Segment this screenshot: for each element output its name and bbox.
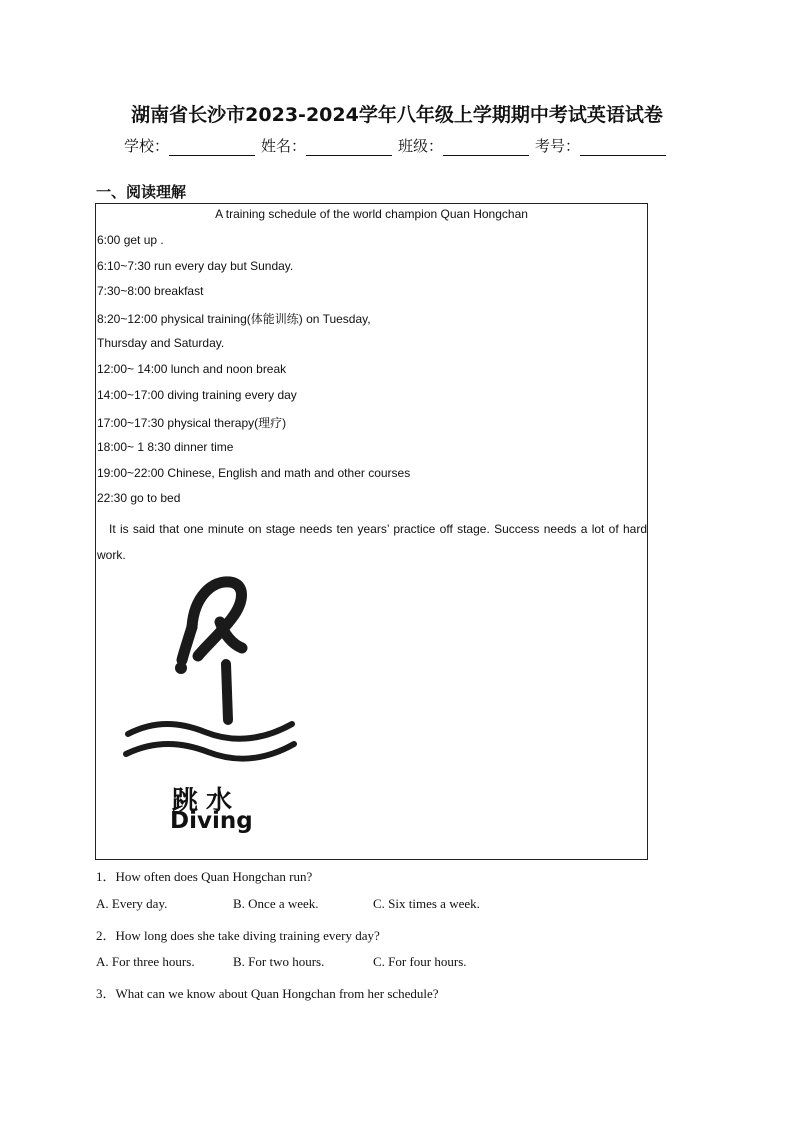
- question-3: 3．What can we know about Quan Hongchan from her schedule?: [96, 986, 439, 1001]
- schedule-line: 12:00~ 14:00 lunch and noon break: [97, 362, 287, 376]
- school-field: [124, 135, 257, 156]
- option-a[interactable]: A. For three hours.: [96, 954, 195, 969]
- diver-hand-icon: [175, 662, 187, 674]
- section-title: 一、阅读理解: [96, 183, 187, 201]
- exam-title: 湖南省长沙市2023-2024学年八年级上学期期中考试英语试卷: [131, 104, 663, 126]
- class-field: [398, 135, 531, 156]
- question-2-options: [96, 954, 467, 970]
- schedule-line: Thursday and Saturday.: [97, 336, 225, 350]
- class-label: 班级：: [398, 137, 444, 155]
- name-label: 姓名：: [261, 137, 307, 155]
- schedule-line: 6:10~7:30 run every day but Sunday.: [97, 259, 294, 273]
- class-blank: [443, 141, 529, 156]
- schedule-line: 19:00~22:00 Chinese, English and math and other courses: [97, 466, 411, 480]
- school-blank: [169, 141, 255, 156]
- passage-paragraph: It is said that one minute on stage needs ten years’ practice off stage. Success needs a lot of hard work.: [97, 522, 647, 562]
- schedule-line: 14:00~17:00 diving training every day: [97, 388, 297, 402]
- question-2: 2．How long does she take diving training every day?: [96, 928, 380, 943]
- exam-number-blank: [580, 141, 666, 156]
- schedule-line: 17:00~17:30 physical therapy(理疗): [97, 416, 287, 430]
- diver-pictogram-icon: [120, 572, 300, 782]
- exam-number-label: 考号：: [535, 137, 581, 155]
- school-label: 学校：: [124, 137, 170, 155]
- schedule-line: 22:30 go to bed: [97, 491, 181, 505]
- option-b[interactable]: B. Once a week.: [233, 896, 319, 911]
- logo-english-text: Diving: [170, 808, 253, 834]
- option-b[interactable]: B. For two hours.: [233, 954, 325, 969]
- exam-number-field: [535, 135, 668, 156]
- schedule-line: 7:30~8:00 breakfast: [97, 284, 204, 298]
- question-1-options: [96, 896, 480, 912]
- option-c[interactable]: C. For four hours.: [373, 954, 467, 969]
- passage-caption: A training schedule of the world champion Quan Hongchan: [215, 207, 528, 221]
- schedule-line: 8:20~12:00 physical training(体能训练) on Tuesday,: [97, 312, 371, 326]
- option-c[interactable]: C. Six times a week.: [373, 896, 480, 911]
- student-info: [124, 135, 672, 156]
- schedule-line: 6:00 get up .: [97, 233, 164, 247]
- schedule-line: 18:00~ 1 8:30 dinner time: [97, 440, 234, 454]
- logo-chinese-text: 跳水: [172, 786, 241, 816]
- question-1: 1．How often does Quan Hongchan run?: [96, 869, 313, 884]
- diving-logo: [120, 572, 300, 837]
- option-a[interactable]: A. Every day.: [96, 896, 168, 911]
- name-field: [261, 135, 394, 156]
- name-blank: [306, 141, 392, 156]
